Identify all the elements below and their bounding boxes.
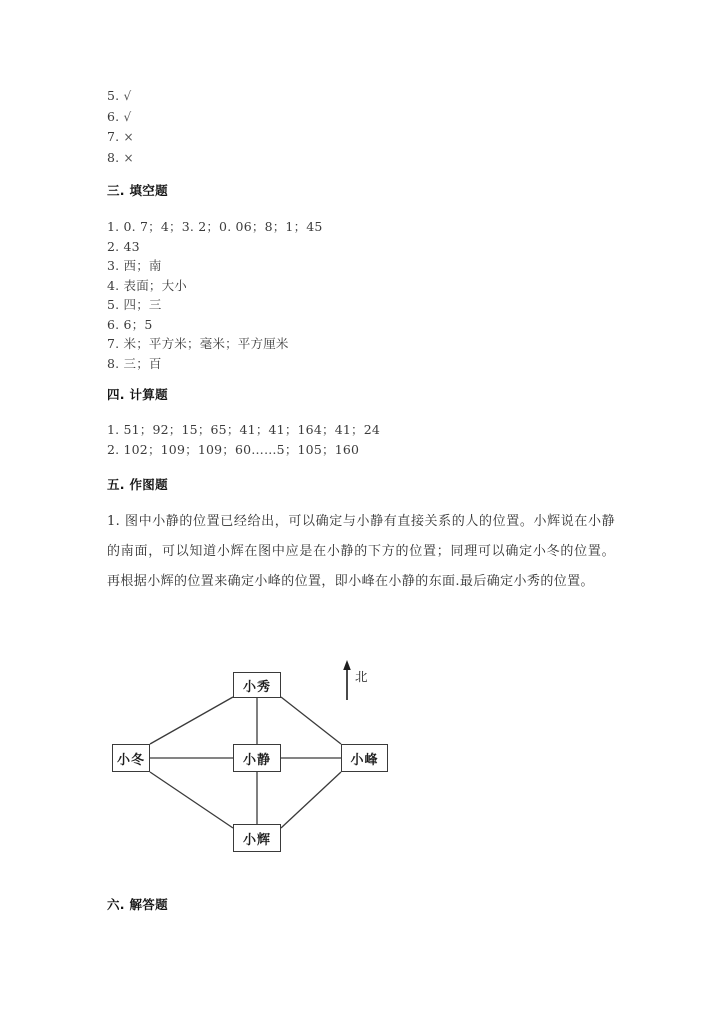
answer-mark: √ bbox=[123, 109, 132, 124]
diagram-node-label: 小冬 bbox=[116, 752, 145, 768]
compass-north-label: 北 bbox=[355, 669, 369, 684]
diagram-node-label: 小秀 bbox=[242, 679, 271, 695]
answer-line: 2. 43 bbox=[107, 238, 140, 254]
diagram-node-xiaodong[interactable] bbox=[112, 744, 150, 772]
answer-mark: × bbox=[123, 130, 134, 144]
answer-line: 8. 三；百 bbox=[107, 355, 162, 371]
answer-line bbox=[107, 86, 134, 107]
drawing-question-paragraph: 1. 图中小静的位置已经给出，可以确定与小静有直接关系的人的位置。小辉说在小静的南面，可以知道小辉在图中应是在小静的下方的位置；同理可以确定小冬的位置。再根据小辉的位置来确定小峰的位置，即小峰在小静的东面.最后确定小秀的位置。 bbox=[107, 514, 615, 589]
answer-line: 7. 米；平方米；毫米；平方厘米 bbox=[107, 336, 289, 351]
edge-bottom-right bbox=[281, 772, 341, 828]
answer-line bbox=[107, 127, 134, 148]
edge-top-left bbox=[150, 697, 233, 744]
answer-line bbox=[107, 107, 134, 128]
answer-number: 7. bbox=[107, 129, 120, 144]
position-diagram bbox=[100, 650, 420, 875]
answer-line: 1. 51；92；15；65；41；41；164；41；24 bbox=[107, 422, 381, 437]
diagram-node-xiaofeng[interactable] bbox=[341, 744, 388, 772]
section-heading-fill-in: 三. 填空题 bbox=[107, 183, 168, 198]
fill-in-answers-list bbox=[107, 217, 323, 373]
answer-number: 8. bbox=[107, 149, 120, 165]
compass-arrow-head bbox=[343, 660, 351, 670]
answer-mark: × bbox=[123, 150, 134, 165]
judgement-answers-list bbox=[107, 86, 134, 168]
answer-mark: √ bbox=[123, 89, 132, 103]
answer-line: 5. 四；三 bbox=[107, 297, 162, 312]
section-heading-drawing: 五. 作图题 bbox=[107, 477, 168, 492]
answer-line: 2. 102；109；109；60……5；105；160 bbox=[107, 441, 360, 457]
diagram-node-xiaoxiu[interactable] bbox=[233, 672, 281, 698]
edge-bottom-left bbox=[150, 772, 233, 828]
calculation-answers-list bbox=[107, 420, 380, 459]
answer-line bbox=[107, 148, 134, 169]
diagram-node-label: 小辉 bbox=[242, 832, 271, 848]
answer-line: 3. 西；南 bbox=[107, 258, 162, 273]
diagram-node-label: 小静 bbox=[242, 752, 271, 768]
diagram-node-label: 小峰 bbox=[350, 752, 379, 768]
answer-line: 6. 6；5 bbox=[107, 316, 153, 332]
edge-top-right bbox=[281, 697, 341, 744]
answer-line: 1. 0. 7；4；3. 2；0. 06；8；1；45 bbox=[107, 219, 323, 234]
answer-number: 5. bbox=[107, 88, 120, 103]
answer-line: 4. 表面；大小 bbox=[107, 277, 187, 293]
section-heading-calculation: 四. 计算题 bbox=[107, 387, 168, 402]
diagram-node-xiaojing[interactable] bbox=[233, 744, 281, 772]
diagram-node-xiaohui[interactable] bbox=[233, 824, 281, 852]
answer-number: 6. bbox=[107, 108, 120, 124]
section-heading-solution: 六. 解答题 bbox=[107, 897, 168, 912]
